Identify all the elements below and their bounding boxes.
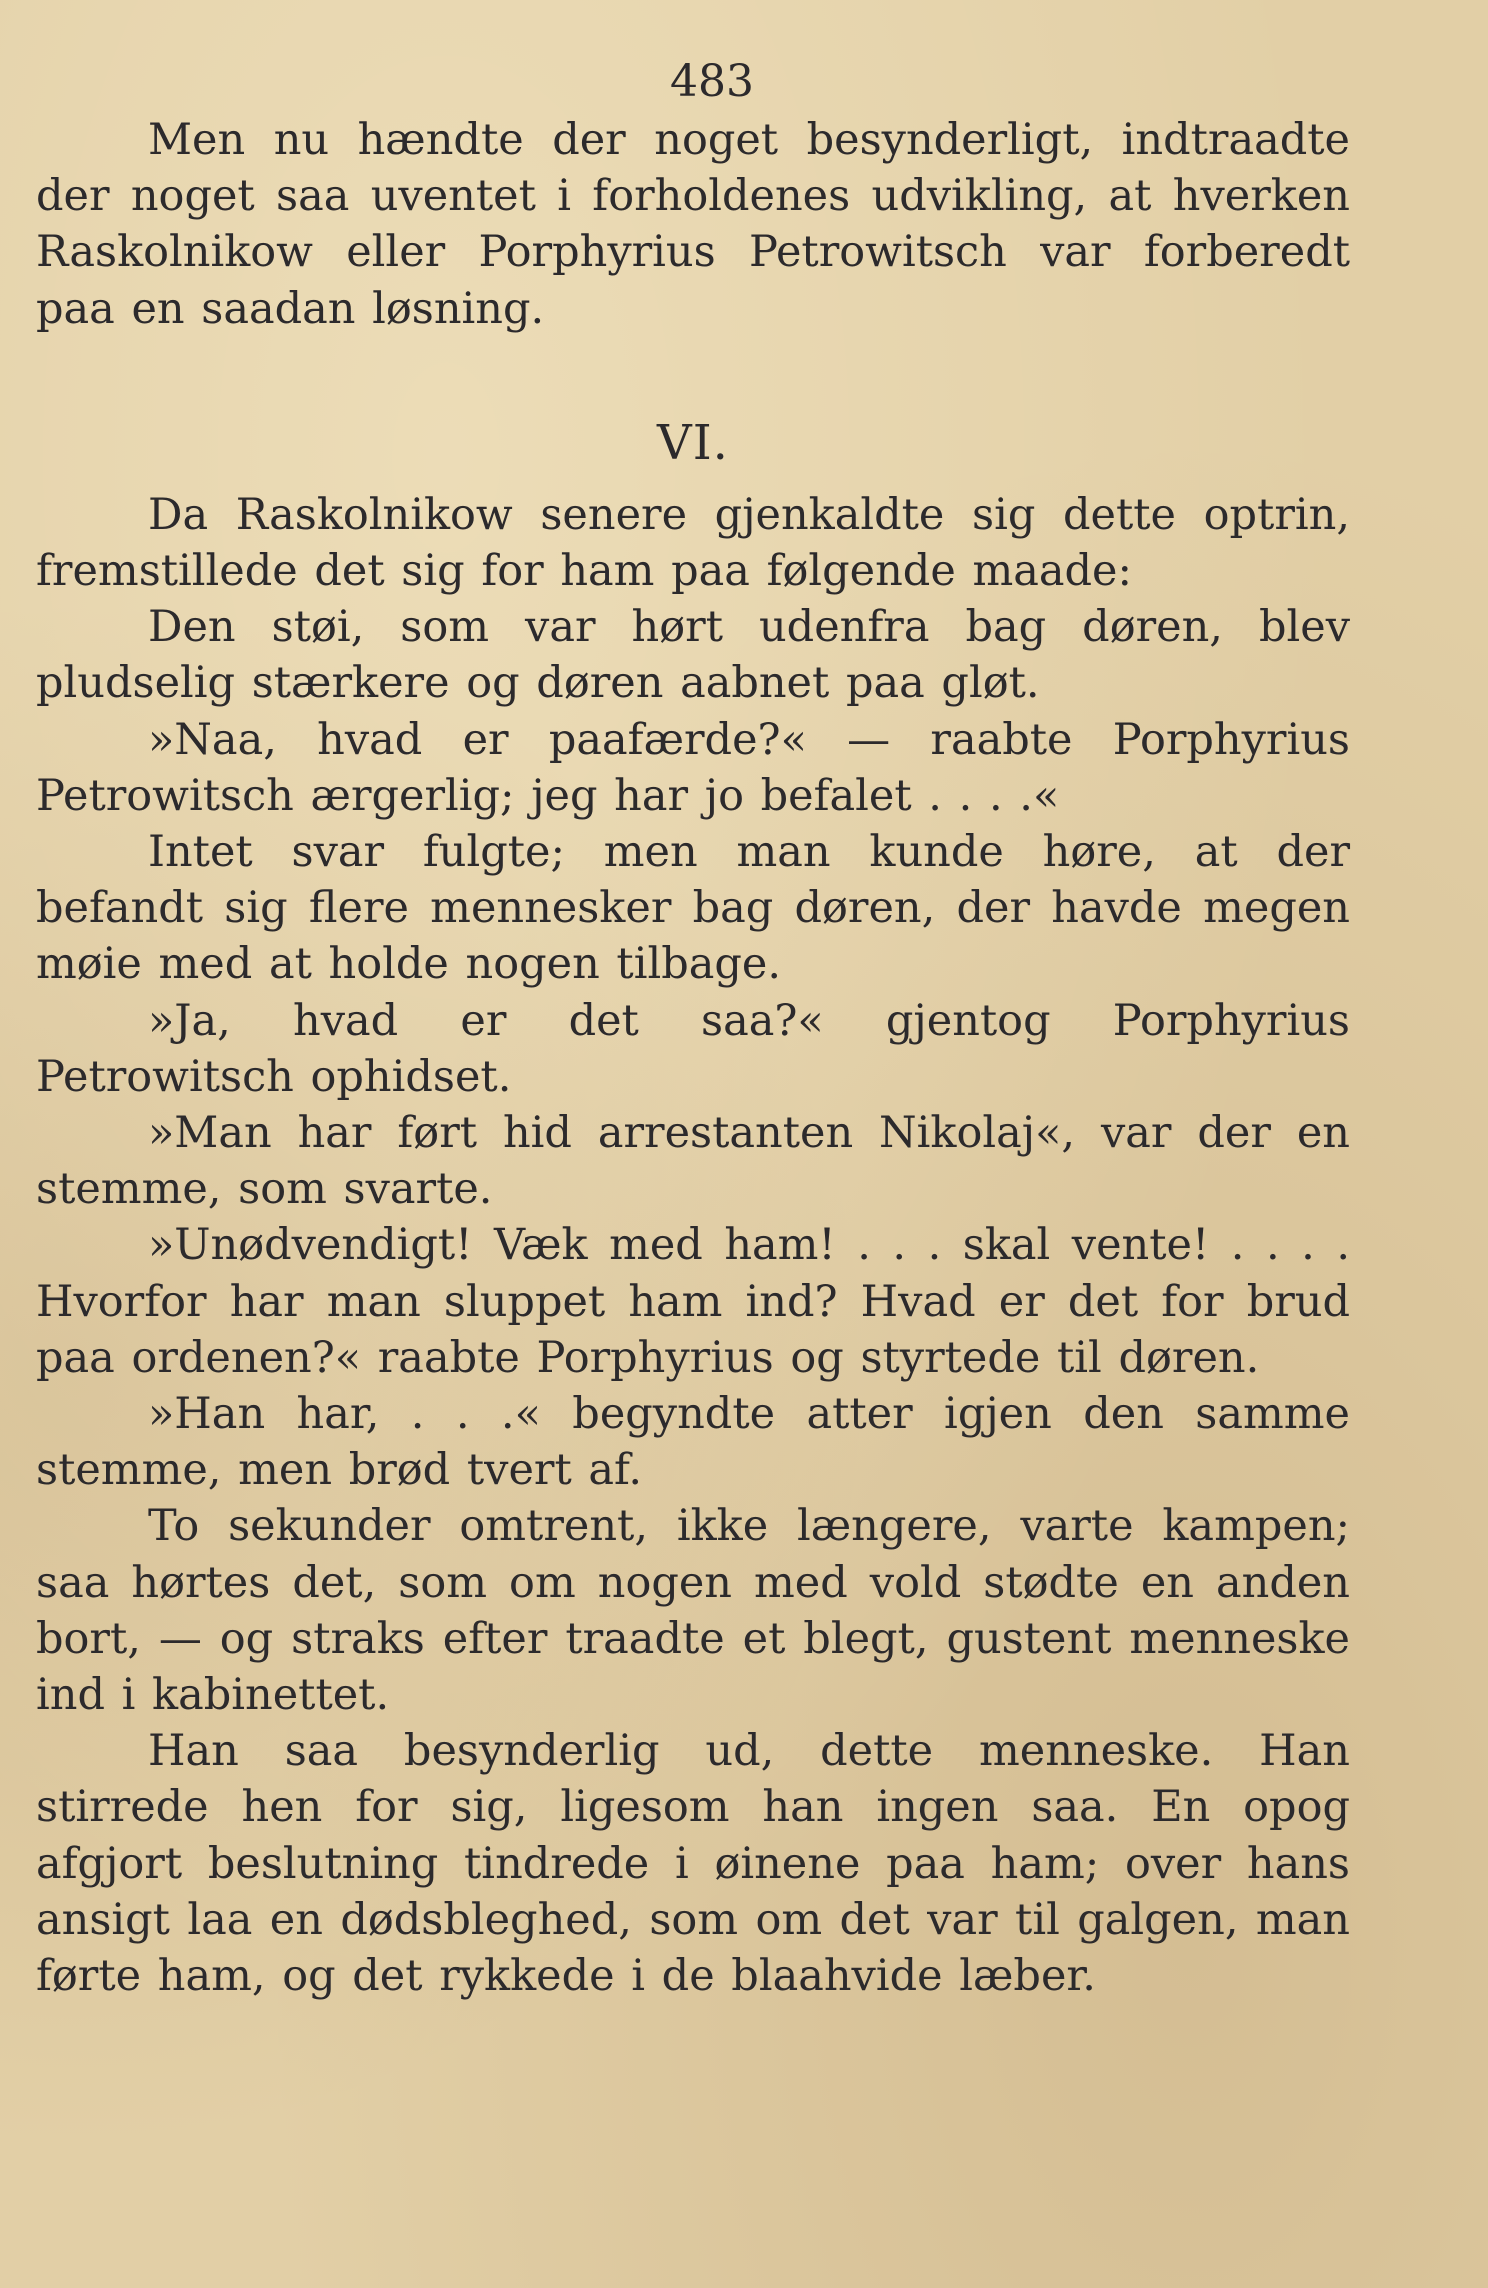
paragraph: Da Raskolnikow senere gjenkaldte sig dette optrin, fremstillede det sig for ham paa følgende maade: — [36, 489, 1350, 597]
section-heading: VI. — [657, 414, 729, 471]
paragraph: Intet svar fulgte; men man kunde høre, at der befandt sig flere mennesker bag døren, der havde megen møie med at holde nogen tilbage. — [36, 827, 1350, 990]
paragraph: »Han har, . . .« begyndte atter igjen den samme stemme, men brød tvert af. — [36, 1389, 1350, 1496]
paragraph: »Naa, hvad er paafærde?« — raabte Porphyrius Petrowitsch ærgerlig; jeg har jo befalet . . . .« — [36, 714, 1350, 821]
book-page — [36, 56, 1350, 2004]
page-number: 483 — [670, 56, 754, 107]
intro-paragraph: Men nu hændte der noget besynderligt, indtraadte der noget saa uventet i forholdenes udvikling, at hverken Raskolnikow eller Porphyrius Petrowitsch var forberedt paa en saadan løsning. — [36, 115, 1350, 334]
paragraph: Den støi, som var hørt udenfra bag døren, blev pludselig stærkere og døren aabnet paa gløt. — [36, 602, 1350, 709]
paragraph: Han saa besynderlig ud, dette menneske. Han stirrede hen for sig, ligesom han ingen saa. En opog afgjort beslutning tindrede i øinene paa ham; over hans ansigt laa en dødsbleghed, som om det var til galgen, man førte ham, og det rykkede i de blaahvide læber. — [36, 1726, 1350, 2002]
paragraph: »Man har ført hid arrestanten Nikolaj«, var der en stemme, som svarte. — [36, 1108, 1350, 1215]
paragraph: »Unødvendigt! Væk med ham! . . . skal vente! . . . . Hvorfor har man sluppet ham ind? Hvad er det for brud paa ordenen?« raabte Porphyrius og styrtede til døren. — [36, 1220, 1350, 1383]
paragraph: »Ja, hvad er det saa?« gjentog Porphyrius Petrowitsch ophidset. — [36, 995, 1350, 1102]
paragraph: To sekunder omtrent, ikke længere, varte kampen; saa hørtes det, som om nogen med vold stødte en anden bort, — og straks efter traadte et blegt, gustent menneske ind i kabinettet. — [36, 1501, 1350, 1721]
